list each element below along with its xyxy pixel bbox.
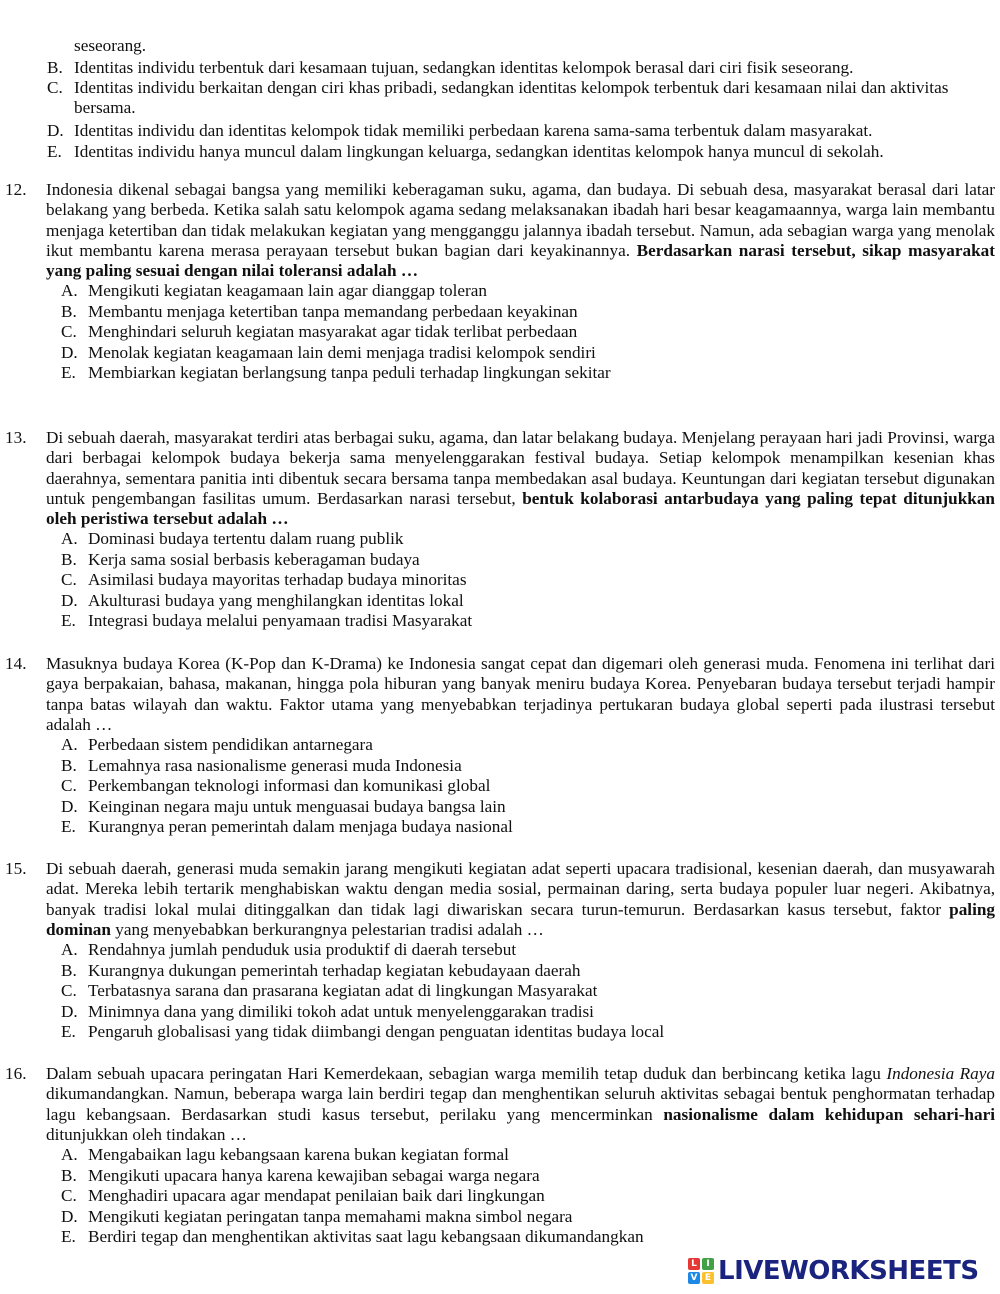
logo-letter-v: V xyxy=(688,1272,700,1284)
option-label: B. xyxy=(61,960,77,980)
option-text: Perbedaan sistem pendidikan antarnegara xyxy=(88,735,373,755)
question-number: 13. xyxy=(5,428,27,447)
option-label: A. xyxy=(61,735,78,755)
option-d[interactable] xyxy=(19,343,995,364)
option-d[interactable] xyxy=(19,1002,995,1023)
stem-text-end: ditunjukkan oleh tindakan … xyxy=(46,1124,247,1144)
option-e[interactable] xyxy=(19,817,995,838)
logo-letter-l: L xyxy=(688,1258,700,1270)
option-label: D. xyxy=(61,796,78,816)
stem-emphasis: Berdasarkan narasi tersebut, sikap masyarakat yang paling sesuai dengan nilai toleransi adalah … xyxy=(46,240,995,281)
option-text: Menghadiri upacara agar mendapat penilaian baik dari lingkungan xyxy=(88,1186,545,1206)
option-text: Identitas individu dan identitas kelompok tidak memiliki perbedaan karena sama-sama terbentuk dalam masyarakat. xyxy=(74,121,873,140)
option-label: E. xyxy=(61,1022,76,1042)
option-label: B. xyxy=(61,1165,77,1185)
option-label: D. xyxy=(47,121,64,140)
option-text: Keinginan negara maju untuk menguasai budaya bangsa lain xyxy=(88,796,506,816)
option-a[interactable] xyxy=(19,281,995,302)
option-a[interactable] xyxy=(19,735,995,756)
stem-text: Di sebuah daerah, masyarakat terdiri atas berbagai suku, agama, dan latar belakang budaya. Menjelang perayaan hari jadi Provinsi, warga dari berbagai kelompok budaya bekerja sama menyelenggarakan festival budaya. Setiap kelompok menampilkan kesenian khas daerahnya, sementara panitia inti dibentuk secara bersama tanpa membedakan asal budaya. Keuntungan dari kegiatan tersebut digunakan untuk pengembangan fasilitas umum. Berdasarkan narasi tersebut, xyxy=(46,428,995,508)
question-13 xyxy=(5,428,995,632)
stem-text-mid: dikumandangkan. Namun, beberapa warga lain berdiri tegap dan menghentikan seluruh aktivitas sebagai bentuk penghormatan terhadap lagu kebangsaan. Berdasarkan studi kasus tersebut, perilaku yang mencerminkan xyxy=(46,1084,995,1124)
option-list xyxy=(19,529,995,632)
option-text: Minimnya dana yang dimiliki tokoh adat untuk menyelenggarakan tradisi xyxy=(88,1001,594,1021)
option-label: E. xyxy=(61,611,76,631)
prev-option-c[interactable] xyxy=(47,78,997,119)
option-list xyxy=(19,735,995,838)
option-label: A. xyxy=(61,940,78,960)
option-text: Asimilasi budaya mayoritas terhadap budaya minoritas xyxy=(88,570,467,590)
option-text: Menghindari seluruh kegiatan masyarakat agar tidak terlibat perbedaan xyxy=(88,322,578,342)
option-text: Kurangnya dukungan pemerintah terhadap kegiatan kebudayaan daerah xyxy=(88,960,581,980)
option-text: Mengikuti upacara hanya karena kewajiban sebagai warga negara xyxy=(88,1165,540,1185)
option-text: Mengikuti kegiatan peringatan tanpa memahami makna simbol negara xyxy=(88,1206,573,1226)
option-b[interactable] xyxy=(19,756,995,777)
option-label: D. xyxy=(61,1206,78,1226)
option-label: B. xyxy=(61,301,77,321)
option-c[interactable] xyxy=(19,570,995,591)
option-text: Integrasi budaya melalui penyamaan tradisi Masyarakat xyxy=(88,611,473,631)
option-label: C. xyxy=(61,981,77,1001)
question-number: 15. xyxy=(5,859,27,878)
option-b[interactable] xyxy=(19,1166,995,1187)
option-label: E. xyxy=(47,142,62,161)
stem-text: Indonesia dikenal sebagai bangsa yang memiliki keberagaman suku, agama, dan budaya. Di sebuah desa, masyarakat berasal dari latar belakang yang berbeda. Ketika salah satu kelompok agama sedang melaksanakan ibadah hari besar keagamaannya, warga lain membantu menjaga ketertiban dan tidak melakukan kegiatan yang mengganggu jalannya ibadah tersebut. Namun, ada sebagian warga yang menolak ikut membantu karena merasa perayaan tersebut bukan bagian dari keyakinannya. xyxy=(46,180,995,260)
stem-text-end: yang menyebabkan berkurangnya pelestarian tradisi adalah … xyxy=(110,919,544,939)
option-text: Kerja sama sosial berbasis keberagaman budaya xyxy=(88,549,420,569)
option-label: C. xyxy=(61,776,77,796)
prev-question-continuation: seseorang. xyxy=(74,36,147,55)
question-14 xyxy=(5,654,995,838)
option-d[interactable] xyxy=(19,1207,995,1228)
song-title: Indonesia Raya xyxy=(886,1064,995,1083)
option-list xyxy=(19,940,995,1043)
option-label: E. xyxy=(61,817,76,837)
option-c[interactable] xyxy=(19,981,995,1002)
option-text: Terbatasnya sarana dan prasarana kegiatan adat di lingkungan Masyarakat xyxy=(88,981,598,1001)
question-16 xyxy=(5,1064,995,1248)
option-text: Membantu menjaga ketertiban tanpa memandang perbedaan keyakinan xyxy=(88,301,578,321)
stem-emphasis: nasionalisme dalam kehidupan sehari-hari xyxy=(663,1104,995,1124)
question-number: 14. xyxy=(5,654,27,673)
option-text: Identitas individu berkaitan dengan ciri khas pribadi, sedangkan identitas kelompok terbentuk dari kesamaan nilai dan aktivitas bersama. xyxy=(74,78,949,118)
option-list xyxy=(19,281,995,384)
logo-letter-i: I xyxy=(702,1258,714,1270)
option-label: C. xyxy=(61,322,77,342)
option-a[interactable] xyxy=(19,1145,995,1166)
option-e[interactable] xyxy=(19,611,995,632)
option-label: D. xyxy=(61,342,78,362)
question-stem: Masuknya budaya Korea (K-Pop dan K-Drama) ke Indonesia sangat cepat dan digemari oleh generasi muda. Fenomena ini terlihat dari gaya berpakaian, bahasa, makanan, hingga pola hiburan yang banyak meniru budaya Korea. Penyebaran budaya tersebut terjadi hampir tanpa batas wilayah dan waktu. Faktor utama yang menyebabkan terjadinya pertukaran budaya global seperti pada ilustrasi tersebut adalah … xyxy=(46,654,995,734)
option-label: C. xyxy=(61,1186,77,1206)
option-label: A. xyxy=(61,529,78,549)
option-label: B. xyxy=(61,755,77,775)
option-label: A. xyxy=(61,281,78,301)
logo-wordmark: LIVEWORKSHEETS xyxy=(718,1255,979,1286)
option-text: Membiarkan kegiatan berlangsung tanpa peduli terhadap lingkungan sekitar xyxy=(88,363,611,383)
option-text: Dominasi budaya tertentu dalam ruang publik xyxy=(88,529,404,549)
option-label: A. xyxy=(61,1145,78,1165)
option-text: Kurangnya peran pemerintah dalam menjaga budaya nasional xyxy=(88,817,513,837)
option-b[interactable] xyxy=(19,302,995,323)
option-c[interactable] xyxy=(19,322,995,343)
stem-text: Di sebuah daerah, generasi muda semakin jarang mengikuti kegiatan adat seperti upacara tradisional, kesenian daerah, dan musyawarah adat. Mereka lebih tertarik menghabiskan waktu dengan media sosial, permainan daring, serta budaya populer luar negeri. Akibatnya, banyak tradisi lokal mulai ditinggalkan dan tidak lagi diwariskan secara turun-temurun. Berdasarkan kasus tersebut, faktor xyxy=(46,859,995,919)
option-label: D. xyxy=(61,590,78,610)
question-stem xyxy=(46,1064,995,1145)
option-text: Perkembangan teknologi informasi dan komunikasi global xyxy=(88,776,491,796)
question-stem xyxy=(46,859,995,940)
question-number: 16. xyxy=(5,1064,27,1083)
option-d[interactable] xyxy=(19,591,995,612)
question-stem xyxy=(46,180,995,281)
logo-mark-icon xyxy=(688,1258,714,1284)
question-15 xyxy=(5,859,995,1043)
option-e[interactable] xyxy=(19,363,995,384)
option-label: C. xyxy=(61,570,77,590)
option-text: Pengaruh globalisasi yang tidak diimbangi dengan penguatan identitas budaya local xyxy=(88,1022,665,1042)
option-text: Identitas individu hanya muncul dalam lingkungan keluarga, sedangkan identitas kelompok hanya muncul di sekolah. xyxy=(74,142,884,161)
option-label: D. xyxy=(61,1001,78,1021)
stem-text: Dalam sebuah upacara peringatan Hari Kemerdekaan, sebagian warga memilih tetap duduk dan berbincang ketika lagu xyxy=(46,1064,887,1083)
option-label: B. xyxy=(47,58,63,77)
option-text: Berdiri tegap dan menghentikan aktivitas saat lagu kebangsaan dikumandangkan xyxy=(88,1227,644,1247)
option-e[interactable] xyxy=(19,1227,995,1248)
option-text: Akulturasi budaya yang menghilangkan identitas lokal xyxy=(88,590,464,610)
stem-emphasis: bentuk kolaborasi antarbudaya yang paling tepat ditunjukkan oleh peristiwa tersebut adalah … xyxy=(46,488,995,529)
option-text: Rendahnya jumlah penduduk usia produktif di daerah tersebut xyxy=(88,940,517,960)
stem-emphasis: paling dominan xyxy=(46,899,995,939)
option-label: B. xyxy=(61,549,77,569)
prev-option-d[interactable] xyxy=(47,121,997,141)
option-e[interactable] xyxy=(19,1022,995,1043)
option-a[interactable] xyxy=(19,529,995,550)
question-12 xyxy=(5,180,995,384)
question-stem xyxy=(46,428,995,529)
option-b[interactable] xyxy=(19,961,995,982)
question-number: 12. xyxy=(5,180,27,199)
option-label: E. xyxy=(61,363,76,383)
prev-option-b[interactable] xyxy=(47,58,997,78)
option-a[interactable] xyxy=(19,940,995,961)
option-c[interactable] xyxy=(19,1186,995,1207)
option-text: Lemahnya rasa nasionalisme generasi muda Indonesia xyxy=(88,755,462,775)
option-d[interactable] xyxy=(19,797,995,818)
option-label: C. xyxy=(47,78,63,97)
logo-letter-e: E xyxy=(702,1272,714,1284)
option-text: Mengikuti kegiatan keagamaan lain agar dianggap toleran xyxy=(88,281,487,301)
option-c[interactable] xyxy=(19,776,995,797)
option-text: Identitas individu terbentuk dari kesamaan tujuan, sedangkan identitas kelompok berasal dari ciri fisik seseorang. xyxy=(74,58,854,77)
option-b[interactable] xyxy=(19,550,995,571)
option-text: Menolak kegiatan keagamaan lain demi menjaga tradisi kelompok sendiri xyxy=(88,342,596,362)
liveworksheets-logo[interactable] xyxy=(688,1254,979,1288)
option-list xyxy=(19,1145,995,1248)
prev-option-e[interactable] xyxy=(47,142,997,162)
option-label: E. xyxy=(61,1227,76,1247)
option-text: Mengabaikan lagu kebangsaan karena bukan kegiatan formal xyxy=(88,1145,509,1165)
